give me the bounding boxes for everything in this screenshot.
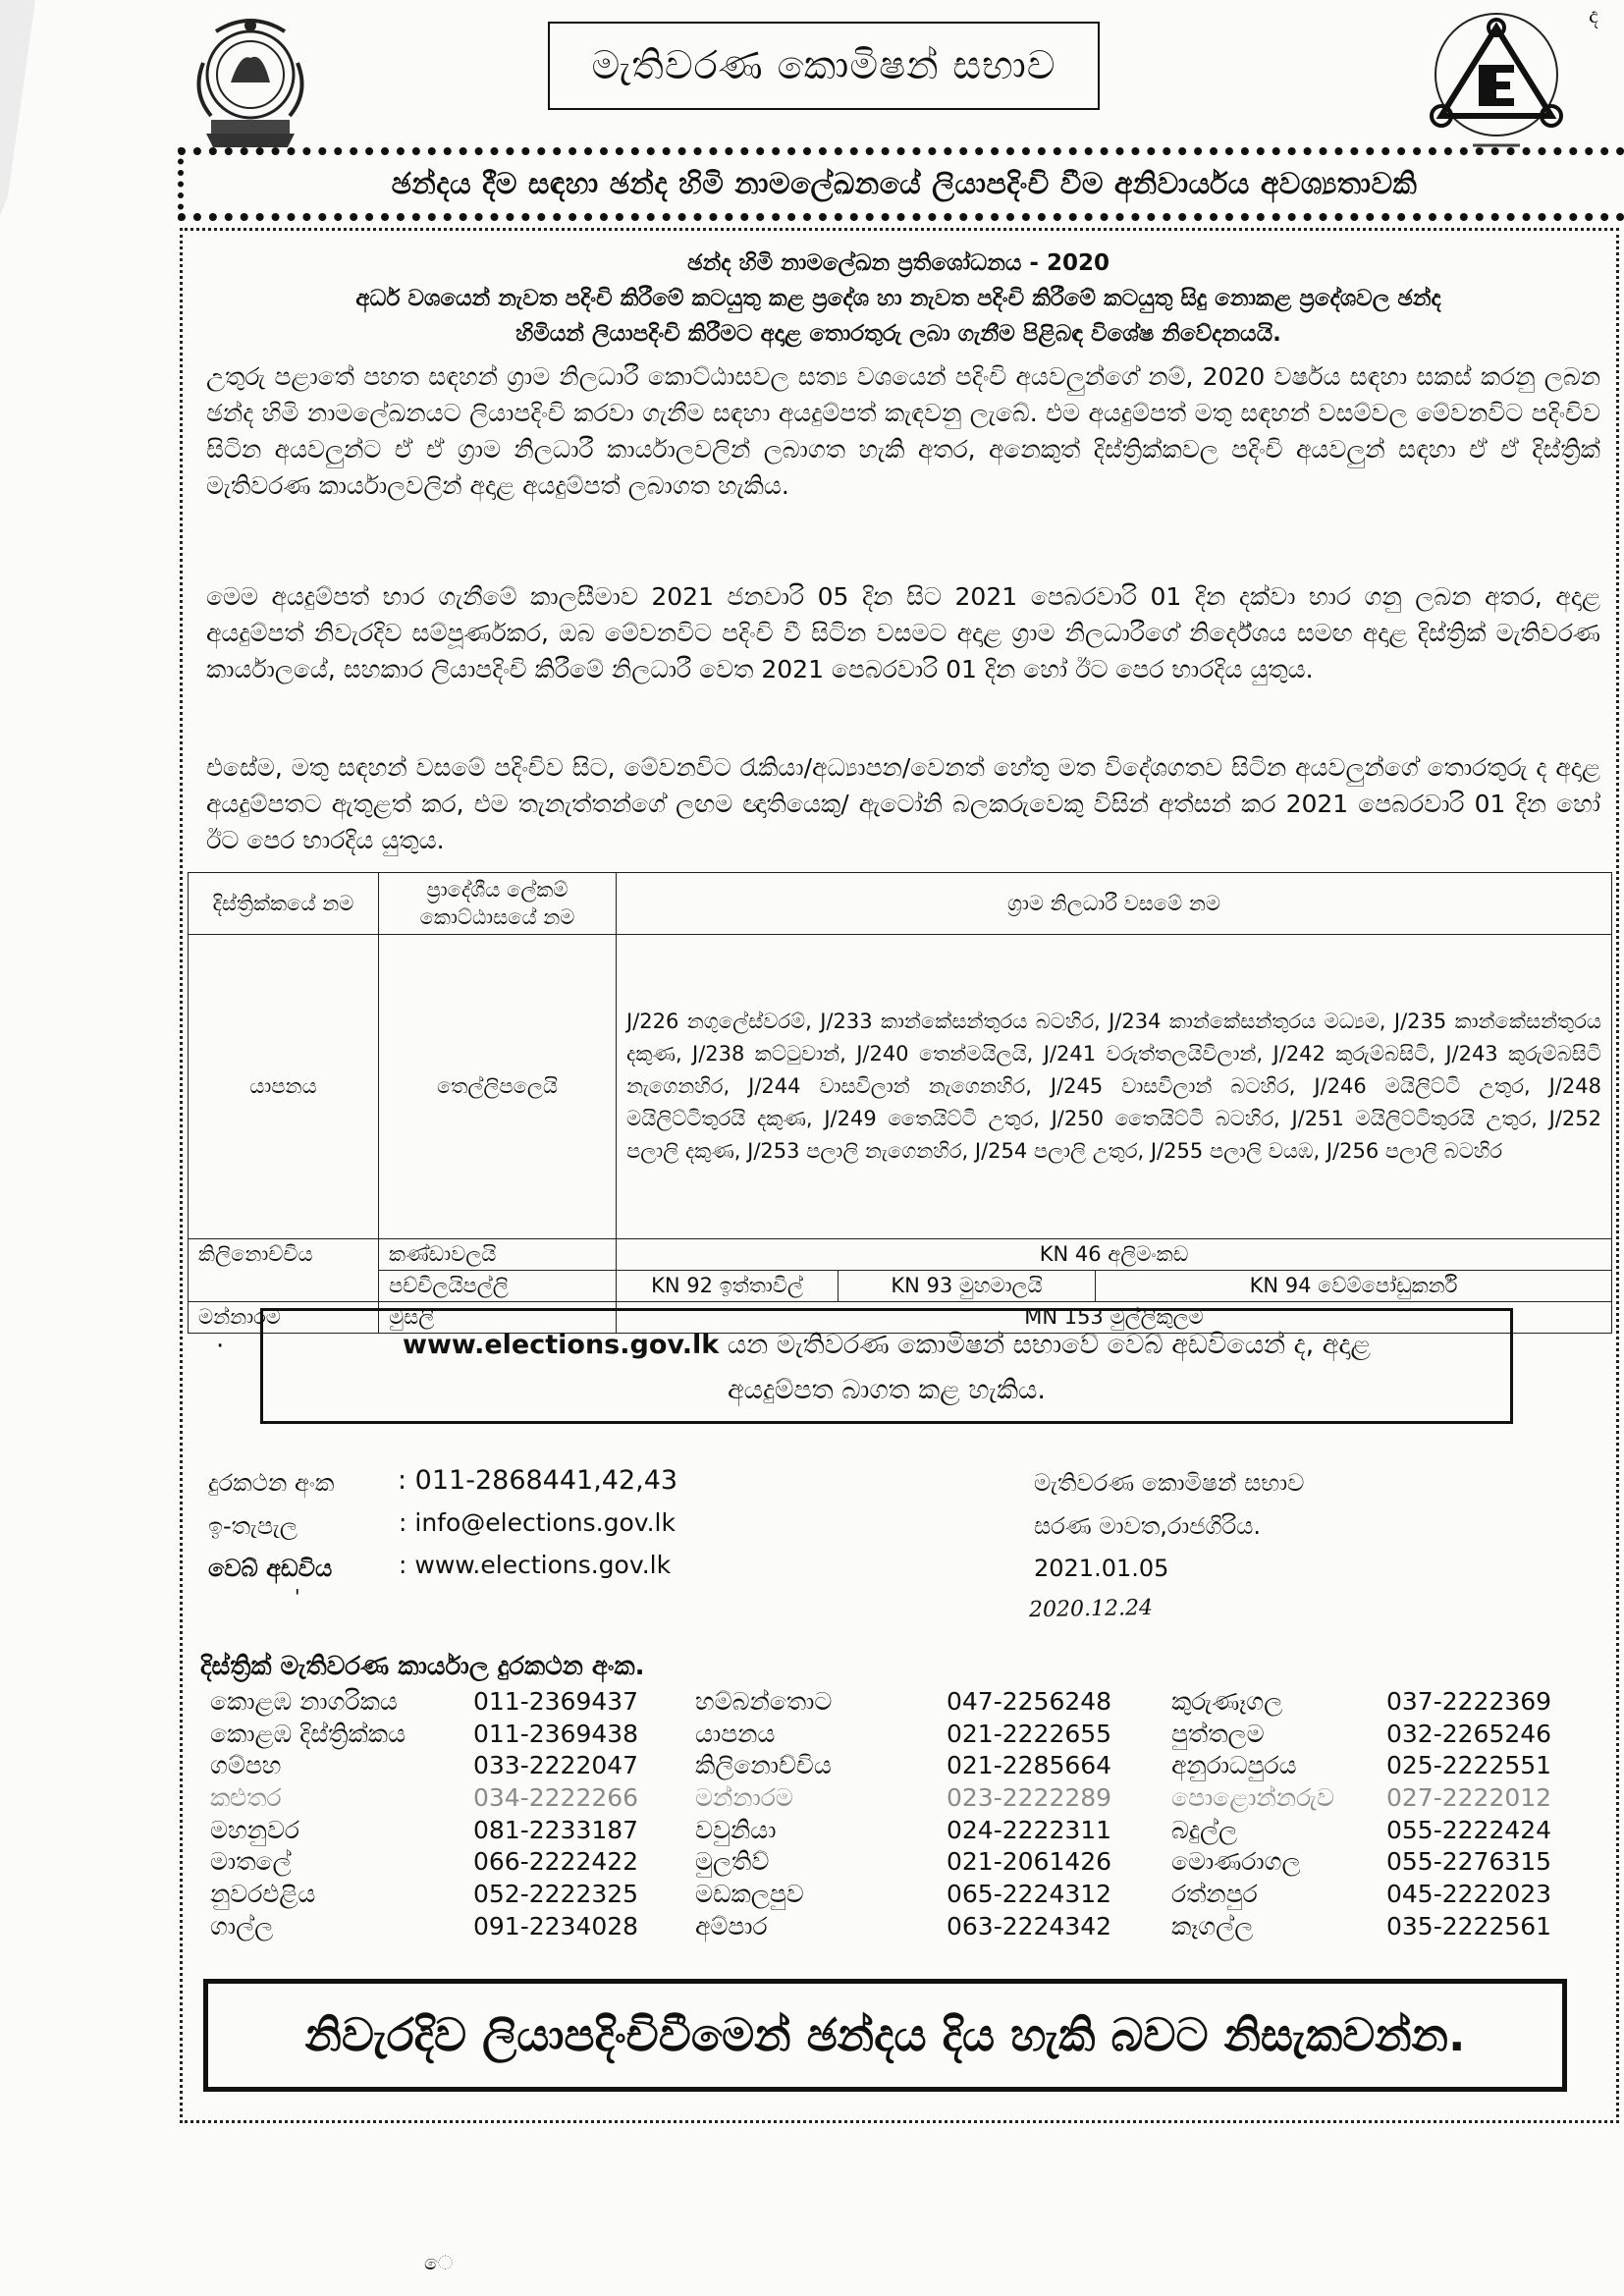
district-name: කොළඹ නාගරිකය: [210, 1687, 398, 1716]
district-name: නුවරඑළිය: [210, 1880, 316, 1909]
phone-row: [210, 1686, 1585, 1719]
handwritten-date: 2020.12.24: [1028, 1595, 1154, 1623]
tick-mark: ': [295, 1585, 300, 1609]
district-name: ගාල්ල: [210, 1911, 274, 1941]
registration-slogan: [203, 1979, 1567, 2092]
phone-row: [210, 1750, 1585, 1782]
district-name: පොළොන්නරුව: [1171, 1783, 1334, 1813]
phone-label: දුරකථන අංක: [208, 1469, 335, 1497]
district-name: මඩකලපුව: [695, 1880, 804, 1909]
phone-row: [210, 1911, 1585, 1943]
header-ds-division: ප්‍රාදේශීය ලේකම් කොට්ඨාසයේ නම: [379, 873, 617, 935]
mandatory-registration-banner: [178, 147, 1624, 221]
website-download-notice: [260, 1308, 1513, 1424]
page-title: [548, 22, 1100, 110]
footer-mark: ෙ: [424, 2251, 454, 2274]
website-notice-line2: අයදුම්පත බාගත කළ හැකිය.: [727, 1375, 1047, 1405]
table-row: [189, 935, 1612, 1239]
district-phone: 081-2233187: [473, 1815, 639, 1844]
notice-paragraph-1: උතුරු පළාතේ පහත සඳහන් ග්‍රාම නිලධාරී කොට්ඨාසවල සත්‍ය වශයෙන් පදිංචි අයවලුන්ගේ නම්, 2020 වර්ෂය සඳහා සකස් කරනු ලබන ඡන්ද හිමි නාමලේඛනයට ලියාපදිංචි කරවා ගැනීම සඳහා අයදුම්පත් කැඳවනු ලැබේ. එම අයදුම්පත් මතු සඳහන් වසම්වල මේවනවිට පදිංචිව සිටින අයවලුන්ට ඒ ඒ ග්‍රාම නිලධාරී කාර්යාලවලින් ලබාගත හැකි අතර, අනෙකුත් දිස්ත්‍රික්කවල පදිංචි අයවලුන් සඳහා ඒ ඒ දිස්ත්‍රික් මැතිවරණ කාර්යාලවලින් අදාළ අයදුම්පත් ලබාගත හැකිය.: [206, 362, 1600, 500]
stray-mark: ·: [216, 1332, 225, 1361]
district-name: මන්නාරම: [695, 1783, 793, 1813]
district-name: වවුනියා: [695, 1815, 777, 1844]
website-value[interactable]: : www.elections.gov.lk: [399, 1551, 672, 1579]
district-phone: 065-2224312: [947, 1880, 1112, 1909]
district-phone: 011-2369438: [473, 1719, 639, 1748]
district-name: රත්නපුර: [1171, 1880, 1258, 1909]
district-phone: 024-2222311: [947, 1815, 1112, 1844]
notice-heading-line2: අර්ධ වශයෙන් නැවත පදිංචි කිරීමේ කටයුතු කළ ප්‍රදේශ හා නැවත පදිංචි කිරීමේ කටයුතු සිදු නොකළ ප්‍රදේශවල ඡන්ද: [355, 286, 1441, 311]
email-value[interactable]: : info@elections.gov.lk: [399, 1508, 676, 1537]
table-header-row: [189, 873, 1612, 935]
cell-district: කිලිනොච්චිය: [189, 1239, 379, 1302]
district-phone: 021-2061426: [947, 1847, 1112, 1877]
email-label: ඉ-තැපැල: [208, 1512, 298, 1540]
notice-heading: [196, 246, 1600, 352]
district-name: යාපනය: [695, 1719, 776, 1748]
district-phone: 021-2285664: [947, 1751, 1112, 1780]
notice-paragraph-2: මෙම අයදුම්පත් භාර ගැනීමේ කාලසීමාව 2021 ජනවාරි 05 දින සිට 2021 පෙබරවාරි 01 දින දක්වා භාර ගනු ලබන අතර, අදාළ අයදුම්පත් නිවැරදිව සම්පූර්ණකර, ඔබ මේවනවිට පදිංචි වී සිටින වසමට අදාළ ග්‍රාම නිලධාරීගේ නිර්දේශය සමඟ අදාළ දිස්ත්‍රික් මැතිවරණ කාර්යාලයේ, සහකාර ලියාපදිංචි කිරීමේ නිලධාරී වෙත 2021 පෙබරවාරි 01 දින හෝ ඊට පෙර භාරදිය යුතුය.: [206, 582, 1600, 683]
district-name: හම්බන්තොට: [695, 1687, 833, 1716]
cell-gn: KN 46 අලිමංකඩ: [617, 1239, 1612, 1271]
notice-heading-line3: හිමියන් ලියාපදිංචි කිරීමට අදාළ තොරතුරු ලබා ගැනීම පිළිබඳ විශේෂ නිවේදනයයි.: [515, 321, 1281, 347]
district-phone: 033-2222047: [473, 1751, 639, 1780]
district-name: මහනුවර: [210, 1815, 300, 1844]
table-row: [189, 1239, 1612, 1271]
district-phones-list: [210, 1686, 1585, 1943]
office-name: මැතිවරණ කොමිෂන් සභාව: [1034, 1469, 1305, 1497]
gn-divisions-table: [188, 872, 1612, 1334]
cell-district: මන්නාරම: [189, 1302, 379, 1334]
phone-row: [210, 1719, 1585, 1751]
district-name: මුලතිව්: [695, 1847, 770, 1877]
cell-gn: KN 93 මුහමාලයි: [839, 1271, 1096, 1302]
district-phones-heading: දිස්ත්‍රික් මැතිවරණ කාර්යාල දුරකථන අංක.: [200, 1652, 645, 1681]
district-phone: 027-2222012: [1386, 1783, 1552, 1813]
district-name: කෑගල්ල: [1171, 1911, 1254, 1941]
cell-gn: MN 153 මුල්ලිකුලම: [617, 1302, 1612, 1334]
district-phone: 011-2369437: [473, 1687, 639, 1716]
cell-ds-division: මුසලි: [379, 1302, 617, 1334]
cell-ds-division: තෙල්ලිපලෙයි: [379, 935, 617, 1239]
notice-date: 2021.01.05: [1034, 1555, 1169, 1582]
district-name: කළුතර: [210, 1783, 282, 1813]
district-phone: 052-2222325: [473, 1880, 639, 1909]
website-link[interactable]: www.elections.gov.lk: [403, 1330, 720, 1360]
phone-value: : 011-2868441,42,43: [398, 1465, 678, 1496]
district-phone: 063-2224342: [947, 1911, 1112, 1941]
district-phone: 025-2222551: [1386, 1751, 1552, 1780]
district-phone: 055-2222424: [1386, 1815, 1552, 1844]
notice-heading-line1: ඡන්ද හිමි නාමලේඛන ප්‍රතිශෝධනය - 2020: [687, 250, 1110, 276]
page-title-text: මැතිවරණ කොමිෂන් සභාව: [591, 43, 1056, 88]
district-phone: 045-2222023: [1386, 1880, 1552, 1909]
cell-gn-list: J/226 නගුලේස්වරම්, J/233 කාන්කේසන්තුරය බටහිර, J/234 කාන්කේසන්තුරය මධ්‍යම, J/235 කාන්කේසන්තුරය දකුණ, J/238 කට්ටුවාන්, J/240 තෙන්මයිලයි, J/241 වරුත්තලයිවිලාන්, J/242 කුරුම්බසිටි, J/243 කුරුම්බසිටි නැගෙනහිර, J/244 වාසවිලාන් නැගෙනහිර, J/245 වාසවිලාන් බටහිර, J/246 මයිලිට්ටි උතුර, J/248 මයිලිට්ටිතුරයි දකුණ, J/249 තෛයිට්ටි උතුර, J/250 තෛයිට්ටි බටහිර, J/251 මයිලිට්ටිතුරයි උතුර, J/252 පලාලි දකුණ, J/253 පලාලි නැගෙනහිර, J/254 පලාලි උතුර, J/255 පලාලි වයඹ, J/256 පලාලි බටහිර: [617, 935, 1612, 1239]
district-name: කිලිනොච්චිය: [695, 1751, 832, 1780]
district-phone: 035-2222561: [1386, 1911, 1552, 1941]
district-phone: 032-2265246: [1386, 1719, 1552, 1748]
corner-mark: ද: [1589, 4, 1598, 28]
notice-paragraph-3: එසේම, මතු සඳහන් වසමේ පදිංචිව සිට, මේවනවිට රැකියා/අධ්‍යාපන/වෙනත් හේතු මත විදේශගතව සිටින අයවලුන්ගේ තොරතුරු ද අදාළ අයදුම්පතට ඇතුළත් කර, එම තැනැත්තන්ගේ ලඟම ඥාතියෙකු/ ඇටෝනි බලකරුවෙකු විසින් අත්සන් කර 2021 පෙබරවාරි 01 දින හෝ ඊට පෙර භාරදිය යුතුය.: [206, 753, 1600, 854]
website-label: වෙබ් අඩවිය: [208, 1555, 333, 1582]
page-fold-decoration: [0, 0, 39, 216]
district-phone: 034-2222266: [473, 1783, 639, 1813]
website-notice-line1: [302, 1323, 1471, 1368]
state-emblem-icon: [182, 14, 319, 151]
header-gn-divisions: ග්‍රාම නිලධාරී වසමේ නම: [617, 873, 1612, 935]
district-name: මොණරාගල: [1171, 1847, 1301, 1877]
header-district: දිස්ත්‍රික්කයේ නම: [189, 873, 379, 935]
district-name: කුරුණෑගල: [1171, 1687, 1283, 1716]
district-name: පුත්තලම: [1171, 1719, 1265, 1748]
table-row: [189, 1271, 1612, 1302]
phone-row: [210, 1879, 1585, 1911]
cell-gn: KN 92 ඉත්තාවිල්: [617, 1271, 839, 1302]
website-notice-text: යන මැතිවරණ කොමිෂන් සභාවේ වෙබ් අඩවියෙන් ද, අදාළ: [719, 1330, 1371, 1360]
phone-row: [210, 1815, 1585, 1847]
district-phone: 023-2222289: [947, 1783, 1112, 1813]
district-phone: 055-2276315: [1386, 1847, 1552, 1877]
district-name: ගම්පහ: [210, 1751, 282, 1780]
district-name: කොළඹ දිස්ත්‍රික්කය: [210, 1719, 406, 1748]
district-name: බදුල්ල: [1171, 1815, 1238, 1844]
cell-gn: KN 94 වේම්පෝඩුකර්නි: [1096, 1271, 1612, 1302]
cell-district: යාපනය: [189, 935, 379, 1239]
district-phone: 091-2234028: [473, 1911, 639, 1941]
district-phone: 037-2222369: [1386, 1687, 1552, 1716]
district-phone: 066-2222422: [473, 1847, 639, 1877]
district-name: මාතලේ: [210, 1847, 292, 1877]
phone-row: [210, 1846, 1585, 1879]
phone-row: [210, 1782, 1585, 1815]
office-address: සරණ මාවත,රාජගිරිය.: [1034, 1512, 1262, 1540]
district-name: අම්පාර: [695, 1911, 768, 1941]
election-commission-logo-icon: [1404, 8, 1589, 155]
cell-ds-division: පච්චිලයිපල්ලි: [379, 1271, 617, 1302]
banner-text: ඡන්දය දීම සඳහා ඡන්ද හිමි නාමලේඛනයේ ලියාපදිංචි වීම අනිවාර්යය අවශ්‍යතාවකි: [391, 167, 1418, 201]
district-phone: 021-2222655: [947, 1719, 1112, 1748]
district-phone: 047-2256248: [947, 1687, 1112, 1716]
cell-ds-division: කණ්ඩාවලයි: [379, 1239, 617, 1271]
district-name: අනුරාධපුරය: [1171, 1751, 1297, 1780]
slogan-text: නිවැරදිව ලියාපදිංචිවීමෙන් ඡන්දය දිය හැකි බවට නිසැකවන්න.: [304, 2007, 1466, 2061]
